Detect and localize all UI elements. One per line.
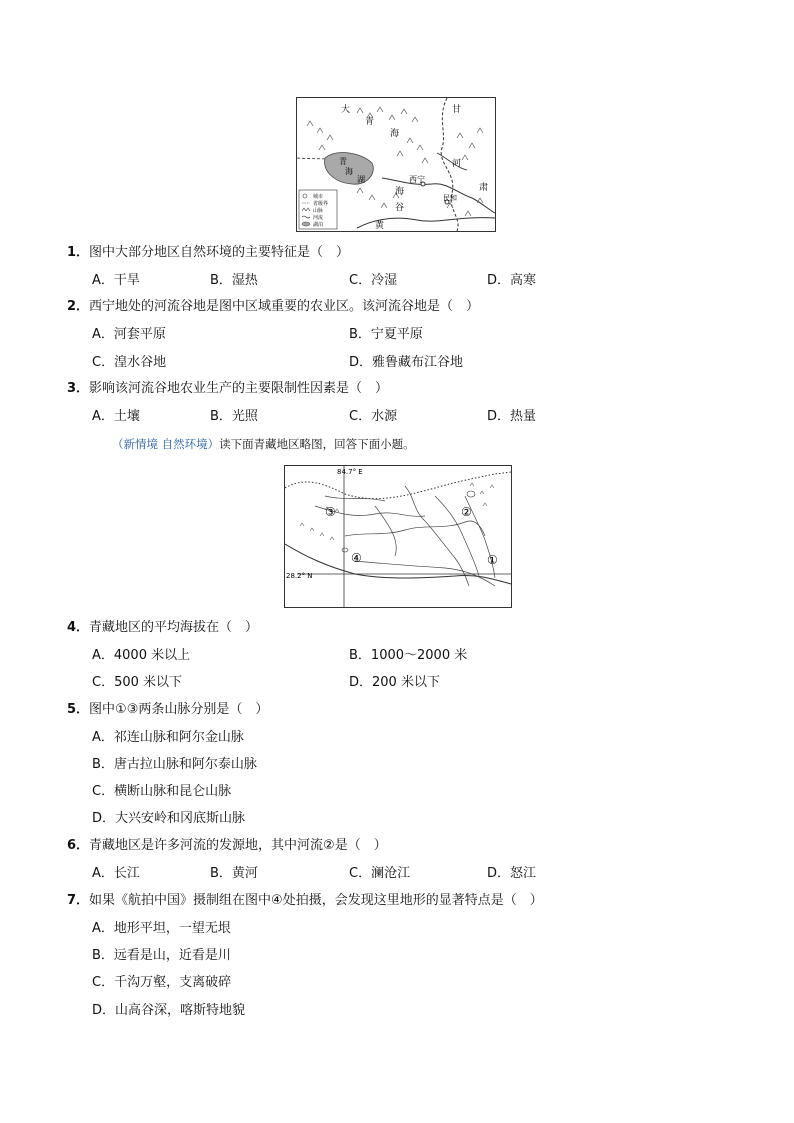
question-2-option-d[interactable]: D．雅鲁藏布江谷地 <box>349 355 464 370</box>
map1-label-gan: 甘 <box>452 105 462 115</box>
map1-label-lake-qing: 青 <box>339 157 347 166</box>
question-6 <box>67 837 387 855</box>
context-note-tag: （新情境 自然环境） <box>112 437 220 451</box>
map1-label-lake-hu: 湖 <box>357 175 365 184</box>
question-6-text: 青藏地区是许多河流的发源地，其中河流②是（ ） <box>89 838 387 853</box>
map1-label-minhe: 民和 <box>443 194 457 202</box>
map1-label-huang: 黄 <box>375 221 385 231</box>
question-4-number: 4． <box>67 620 90 635</box>
lake-icon <box>302 222 310 226</box>
map1-label-gu: 谷 <box>395 203 405 213</box>
question-5 <box>67 701 268 719</box>
question-2-option-a[interactable]: A．河套平原 <box>92 327 166 342</box>
map1-label-lake-hai: 海 <box>345 167 353 176</box>
question-1-option-c[interactable]: C．冷湿 <box>349 273 398 288</box>
latitude-label: 28.2° N <box>286 572 313 580</box>
question-4-option-d[interactable]: D．200 米以下 <box>349 675 440 690</box>
question-6-option-d[interactable]: D．怒江 <box>487 866 537 881</box>
tibet-map-drawing <box>285 466 511 607</box>
longitude-label: 84.7° E <box>337 468 363 476</box>
question-7-option-c[interactable]: C．千沟万壑，支离破碎 <box>92 975 232 990</box>
legend-river: 河流 <box>313 215 324 221</box>
question-3-option-c[interactable]: C．水源 <box>349 409 398 424</box>
question-6-option-b[interactable]: B．黄河 <box>210 866 258 881</box>
question-3-text: 影响该河流谷地农业生产的主要限制性因素是（ ） <box>89 381 389 396</box>
question-5-option-a[interactable]: A．祁连山脉和阿尔金山脉 <box>92 730 244 745</box>
question-2-option-b[interactable]: B．宁夏平原 <box>349 327 423 342</box>
map1-label-he-river: 河 <box>452 159 462 169</box>
marker-3: ③ <box>325 505 336 519</box>
question-5-option-b[interactable]: B．唐古拉山脉和阿尔泰山脉 <box>92 757 257 772</box>
question-7-option-a[interactable]: A．地形平坦，一望无垠 <box>92 921 231 936</box>
marker-2: ② <box>461 505 472 519</box>
question-2-text: 西宁地处的河流谷地是图中区域重要的农业区。该河流谷地是（ ） <box>89 299 480 314</box>
question-4-text: 青藏地区的平均海拔在（ ） <box>89 620 259 635</box>
question-5-text: 图中①③两条山脉分别是（ ） <box>89 702 269 717</box>
question-2-number: 2． <box>67 299 90 314</box>
map1-label-hai-upper: 海 <box>390 129 400 139</box>
question-3-option-a[interactable]: A．土壤 <box>92 409 140 424</box>
question-6-number: 6． <box>67 838 90 853</box>
context-note <box>112 436 415 452</box>
map1-label-xining: 西宁 <box>409 175 425 184</box>
question-2 <box>67 298 479 316</box>
question-1-option-a[interactable]: A．干旱 <box>92 273 140 288</box>
question-3-number: 3． <box>67 381 90 396</box>
question-1 <box>67 244 349 262</box>
question-6-option-c[interactable]: C．澜沧江 <box>349 866 411 881</box>
question-4 <box>67 619 258 637</box>
question-6-option-a[interactable]: A．长江 <box>92 866 140 881</box>
marker-4: ④ <box>351 551 362 565</box>
context-note-text: 读下面青藏地区略图，回答下面小题。 <box>219 437 415 451</box>
map1-label-qing: 青 <box>365 117 375 127</box>
map1-label-hai-lower: 海 <box>395 187 405 197</box>
question-1-option-b[interactable]: B．湿热 <box>210 273 258 288</box>
map1-label-su: 肃 <box>479 183 489 193</box>
legend-mountain: 山脉 <box>313 208 324 214</box>
legend-lake: 湖泊 <box>313 222 324 228</box>
question-3-option-d[interactable]: D．热量 <box>487 409 537 424</box>
question-7-option-b[interactable]: B．远看是山，近看是川 <box>92 948 231 963</box>
marker-1: ① <box>487 553 498 567</box>
question-7-option-d[interactable]: D．山高谷深，喀斯特地貌 <box>92 1003 246 1018</box>
legend-city: 城市 <box>313 194 324 200</box>
question-4-option-a[interactable]: A．4000 米以上 <box>92 648 191 663</box>
question-5-option-d[interactable]: D．大兴安岭和冈底斯山脉 <box>92 811 246 826</box>
question-7-text: 如果《航拍中国》摄制组在图中④处拍摄，会发现这里地形的显著特点是（ ） <box>89 893 543 908</box>
question-5-option-c[interactable]: C．横断山脉和昆仑山脉 <box>92 784 232 799</box>
question-1-option-d[interactable]: D．高寒 <box>487 273 537 288</box>
question-4-option-b[interactable]: B．1000～2000 米 <box>349 648 468 663</box>
question-3-option-b[interactable]: B．光照 <box>210 409 258 424</box>
question-4-option-c[interactable]: C．500 米以下 <box>92 675 183 690</box>
question-1-number: 1． <box>67 245 90 260</box>
tibet-map <box>284 465 512 608</box>
question-1-text: 图中大部分地区自然环境的主要特征是（ ） <box>89 245 350 260</box>
question-7 <box>67 892 543 910</box>
question-7-number: 7． <box>67 893 90 908</box>
qinghai-map <box>296 97 496 232</box>
qinghai-map-drawing <box>297 98 495 231</box>
question-3 <box>67 380 388 398</box>
legend-boundary: 省级界 <box>313 201 329 207</box>
question-5-number: 5． <box>67 702 90 717</box>
map1-label-da: 大 <box>341 105 351 115</box>
question-2-option-c[interactable]: C．湟水谷地 <box>92 355 167 370</box>
